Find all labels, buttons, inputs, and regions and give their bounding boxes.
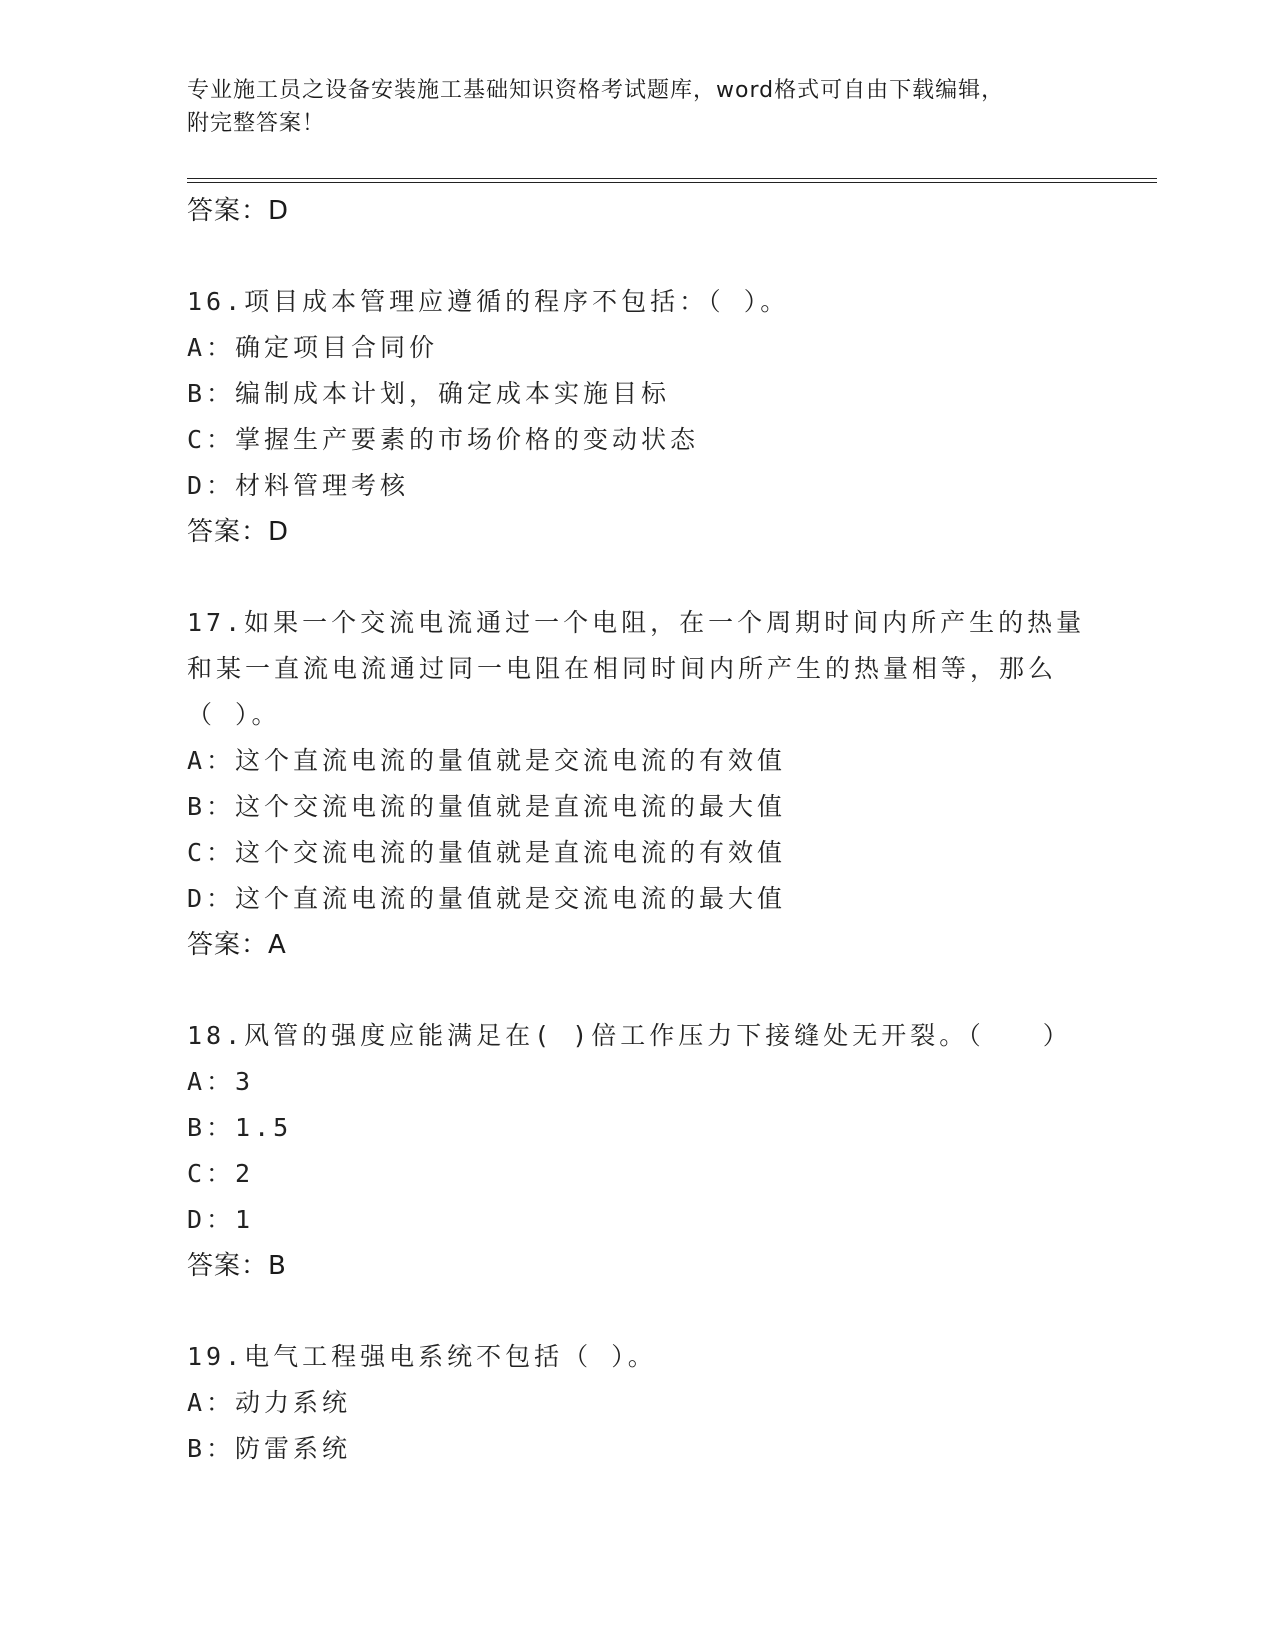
option-a: A：这个直流电流的量值就是交流电流的有效值 (187, 746, 787, 775)
question-17 (187, 600, 1087, 968)
option-d: D：材料管理考核 (187, 471, 410, 500)
question-text: 19.电气工程强电系统不包括（ ）。 (187, 1342, 657, 1371)
question-text: 16.项目成本管理应遵循的程序不包括：（ ）。 (187, 287, 790, 316)
question-text: 18.风管的强度应能满足在( )倍工作压力下接缝处无开裂。（ ） (187, 1021, 1072, 1050)
option-a: A：动力系统 (187, 1388, 352, 1417)
question-16 (187, 279, 1087, 555)
answer: 答案：B (187, 1251, 287, 1281)
option-c: C：掌握生产要素的市场价格的变动状态 (187, 425, 700, 454)
answer: 答案：D (187, 517, 290, 547)
header-divider-top (187, 178, 1157, 179)
option-a: A：3 (187, 1067, 255, 1096)
question-list (187, 188, 1157, 1472)
option-c: C：2 (187, 1159, 255, 1188)
option-d: D：1 (187, 1205, 255, 1234)
question-text-line-3: （ ）。 (187, 700, 281, 729)
option-c: C：这个交流电流的量值就是直流电流的有效值 (187, 838, 787, 867)
header-line-1: 专业施工员之设备安装施工基础知识资格考试题库，word格式可自由下载编辑， (187, 78, 1005, 103)
answer: 答案：A (187, 930, 287, 960)
question-text-line-2: 和某一直流电流通过同一电阻在相同时间内所产生的热量相等，那么 (187, 654, 1058, 683)
option-b: B：编制成本计划，确定成本实施目标 (187, 379, 671, 408)
question-19 (187, 1334, 1087, 1472)
option-a: A：确定项目合同价 (187, 333, 439, 362)
option-d: D：这个直流电流的量值就是交流电流的最大值 (187, 884, 787, 913)
option-b: B：这个交流电流的量值就是直流电流的最大值 (187, 792, 787, 821)
header-line-2: 附完整答案！ (187, 111, 326, 136)
question-18 (187, 1013, 1087, 1289)
document-header (187, 74, 1087, 140)
option-b: B：防雷系统 (187, 1434, 352, 1463)
option-b: B：1.5 (187, 1113, 293, 1142)
previous-answer: 答案：D (187, 196, 290, 226)
question-text-line-1: 17.如果一个交流电流通过一个电阻，在一个周期时间内所产生的热量 (187, 608, 1086, 637)
header-divider-bottom (187, 182, 1157, 183)
